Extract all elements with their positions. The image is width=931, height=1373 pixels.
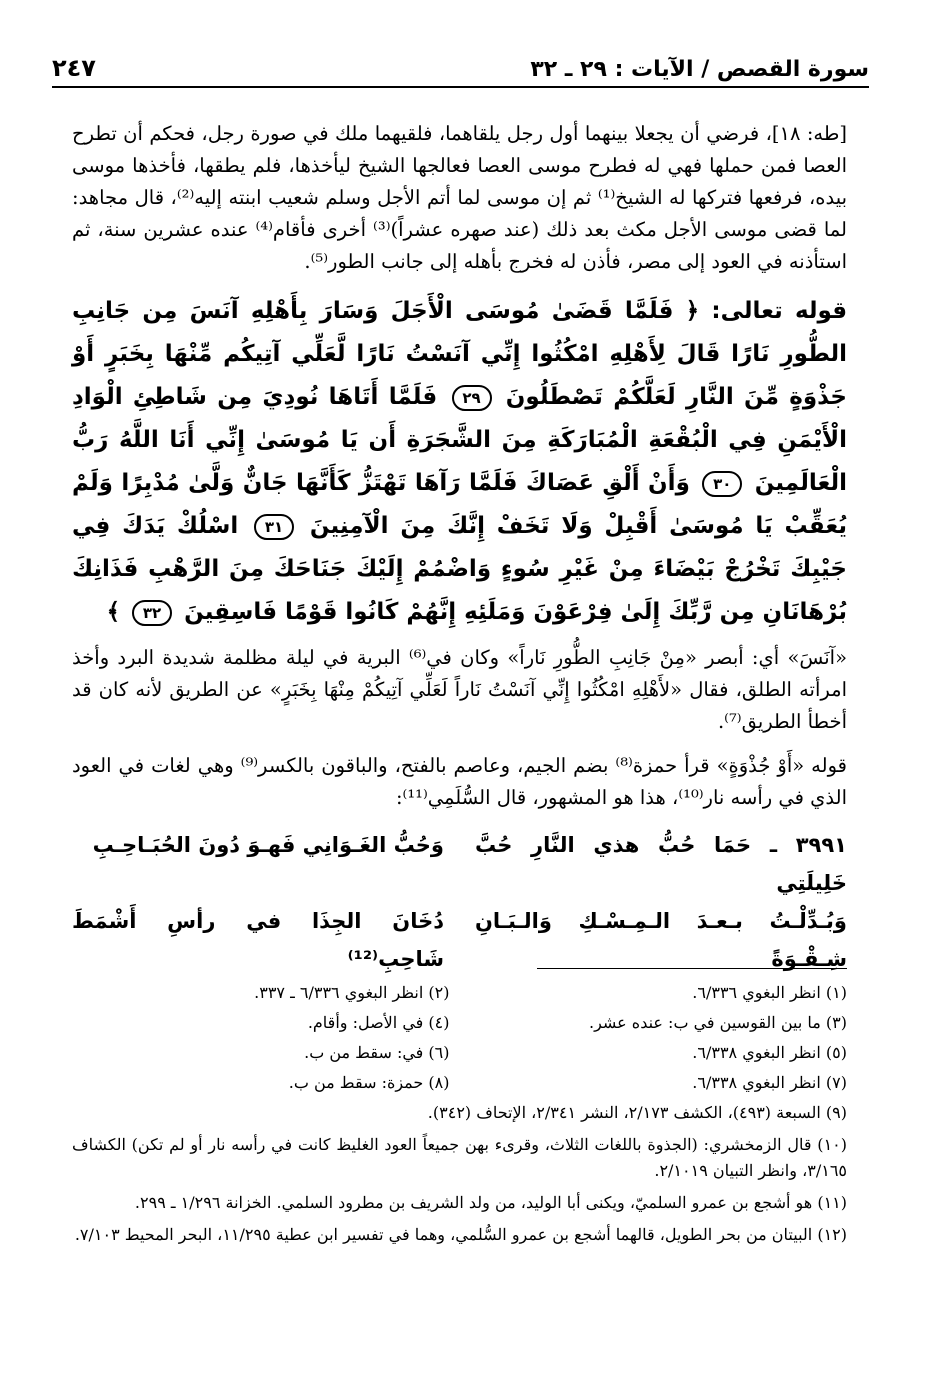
quran-verse-32-text: اسْلُكْ يَدَكَ فِي جَيْبِكَ تَخْرُجْ بَيْضَاءَ مِنْ غَيْرِ سُوءٍ وَاضْمُمْ إِلَيْكَ جَنَاحَكَ مِنَ الرَّهْبِ فَذَانِكَ بُرْهَانَانِ مِن رَّبِّكَ إِلَىٰ فِرْعَوْنَ وَمَلَئِهِ إِنَّهُمْ كَانُوا قَوْمًا فَاسِقِينَ bbox=[72, 513, 847, 625]
main-content bbox=[72, 118, 847, 988]
poetry-hemistich-first: وَبُـدِّلْـتُ بـعـدَ الـمِـسْـكِ وَالـبَـانِ شِـقْـوَةً bbox=[475, 909, 847, 971]
paragraph-1: [طه: ١٨]، فرضي أن يجعلا بينهما أول رجل يلقاهما، فلقيهما ملك في صورة رجل، فحكم أن تطرح العصا فمن حملها فهي له فطرح موسى العصا فعالجها الشيخ ليأخذها، فلم يطقها، فأخذها موسى بيده، فرفعها فتركها له الشيخ⁽¹⁾ ثم إن موسى لما أتم الأجل وسلم شعيب ابنته إليه⁽²⁾، قال مجاهد: لما قضى موسى الأجل مكث بعد ذلك (عند صهره عشراً)⁽³⁾ أخرى فأقام⁽⁴⁾ عنده عشرين سنة، ثم استأذنه في العود إلى مصر، فأذن له فخرج بأهله إلى جانب الطور⁽⁵⁾. bbox=[72, 122, 848, 273]
footnote-9: (٩) السبعة (٤٩٣)، الكشف ٢/١٧٣، النشر ٢/٣٤١، الإتحاف (٣٤٢). bbox=[427, 1103, 847, 1122]
footnote-1: (١) انظر البغوي ٦/٣٣٦. bbox=[692, 983, 847, 1002]
poetry-block bbox=[72, 826, 847, 978]
verse-number-31: ٣١ bbox=[254, 514, 294, 540]
footnote-2: (٢) انظر البغوي ٦/٣٣٦ ـ ٣٣٧. bbox=[254, 983, 450, 1002]
poetry-line bbox=[72, 902, 847, 978]
verse-number-30: ٣٠ bbox=[702, 471, 742, 497]
page-number: ٢٤٧ bbox=[52, 54, 96, 82]
quran-verse-30-text: فَلَمَّا أَتَاهَا نُودِيَ مِن شَاطِئِ الْوَادِ الْأَيْمَنِ فِي الْبُقْعَةِ الْمُبَارَكَةِ مِنَ الشَّجَرَةِ أَن يَا مُوسَىٰ إِنِّي أَنَا اللَّهُ رَبُّ الْعَالَمِينَ bbox=[72, 384, 847, 496]
footnote-4: (٤) في الأصل: وأقام. bbox=[307, 1013, 450, 1032]
quran-intro: قوله تعالى: ﴿ bbox=[685, 298, 848, 324]
footnote-5: (٥) انظر البغوي ٦/٣٣٨. bbox=[692, 1043, 847, 1062]
paragraph-2: «آنَسَ» أي: أبصر «مِنْ جَانِبِ الطُّورِ نَاراً» وكان في⁽⁶⁾ البرية في ليلة مظلمة شديدة البرد وأخذ امرأته الطلق، فقال «لأَهْلِهِ امْكُثُوا إِنِّي آنَسْتُ نَاراً لَعَلِّي آتِيكُمْ مِنْهَا بِخَبَرٍ» عن الطريق لأنه كان قد أخطأ الطريق⁽⁷⁾. bbox=[72, 646, 848, 733]
footnote-6: (٦) في: سقط من ب. bbox=[304, 1043, 450, 1062]
verse-number-29: ٢٩ bbox=[452, 385, 492, 411]
poetry-hemistich-second: دُخَانَ الجِذَا في رأسِ أَشْمَطَ شَاحِبِ⁽¹²⁾ bbox=[72, 909, 444, 971]
verse-number-32: ٣٢ bbox=[132, 600, 172, 626]
footnotes bbox=[72, 980, 847, 1254]
quran-passage bbox=[72, 290, 847, 634]
quran-verse-31-text: وَأَنْ أَلْقِ عَصَاكَ فَلَمَّا رَآهَا تَهْتَزُّ كَأَنَّهَا جَانٌّ وَلَّىٰ مُدْبِرًا وَلَمْ يُعَقِّبْ يَا مُوسَىٰ أَقْبِلْ وَلَا تَخَفْ إِنَّكَ مِنَ الْآمِنِينَ bbox=[72, 470, 847, 539]
footnote-divider bbox=[537, 968, 847, 969]
footnote-3: (٣) ما بين القوسين في ب: عنده عشر. bbox=[588, 1013, 847, 1032]
page-header bbox=[52, 46, 869, 88]
poetry-hemistich-first: ٣٩٩١ ـ حَمَا حُبُّ هذي النَّارِ حُبَّ خَلِيلَتِي bbox=[475, 833, 847, 895]
quran-verse-29-text: فَلَمَّا قَضَىٰ مُوسَى الْأَجَلَ وَسَارَ بِأَهْلِهِ آنَسَ مِن جَانِبِ الطُّورِ نَارًا قَالَ لِأَهْلِهِ امْكُثُوا إِنِّي آنَسْتُ نَارًا لَّعَلِّي آتِيكُم مِّنْهَا بِخَبَرٍ أَوْ جَذْوَةٍ مِّنَ النَّارِ لَعَلَّكُمْ تَصْطَلُونَ bbox=[72, 298, 847, 410]
footnote-10: (١٠) قال الزمخشري: (الجذوة باللغات الثلاث، وقرىء بهن جميعاً العود الغليظ كانت في رأسه نار أو لم تكن) الكشاف ٣/١٦٥، وانظر التبيان ٢/١٠١٩. bbox=[72, 1135, 847, 1180]
paragraph-3: قوله «أَوْ جُذْوَةٍ» قرأ حمزة⁽⁸⁾ بضم الجيم، وعاصم بالفتح، والباقون بالكسر⁽⁹⁾ وهي لغات في العود الذي في رأسه نار⁽¹⁰⁾، هذا هو المشهور، قال السُّلَمِي⁽¹¹⁾: bbox=[72, 754, 847, 809]
poetry-line bbox=[72, 826, 847, 902]
poetry-hemistich-second: وَحُبُّ الغَـوَانِي فَهـوَ دُونَ الحُبَـاحِـبِ bbox=[92, 833, 444, 857]
footnote-11: (١١) هو أشجع بن عمرو السلميّ، ويكنى أبا الوليد، من ولد الشريف بن مطرود السلمي. الخزانة ١/٢٩٦ ـ ٢٩٩. bbox=[134, 1193, 847, 1212]
footnote-12: (١٢) البيتان من بحر الطويل، قالهما أشجع بن عمرو السُّلمي، وهما في تفسير ابن عطية ١١/٢٩٥، البحر المحيط ٧/١٠٣. bbox=[74, 1225, 847, 1244]
footnote-8: (٨) حمزة: سقط من ب. bbox=[288, 1073, 450, 1092]
footnotes-short-grid bbox=[72, 980, 847, 1100]
quran-close: ﴾ bbox=[106, 599, 121, 625]
running-title: سورة القصص / الآيات : ٢٩ ـ ٣٢ bbox=[530, 57, 869, 82]
footnote-7: (٧) انظر البغوي ٦/٣٣٨. bbox=[692, 1073, 847, 1092]
